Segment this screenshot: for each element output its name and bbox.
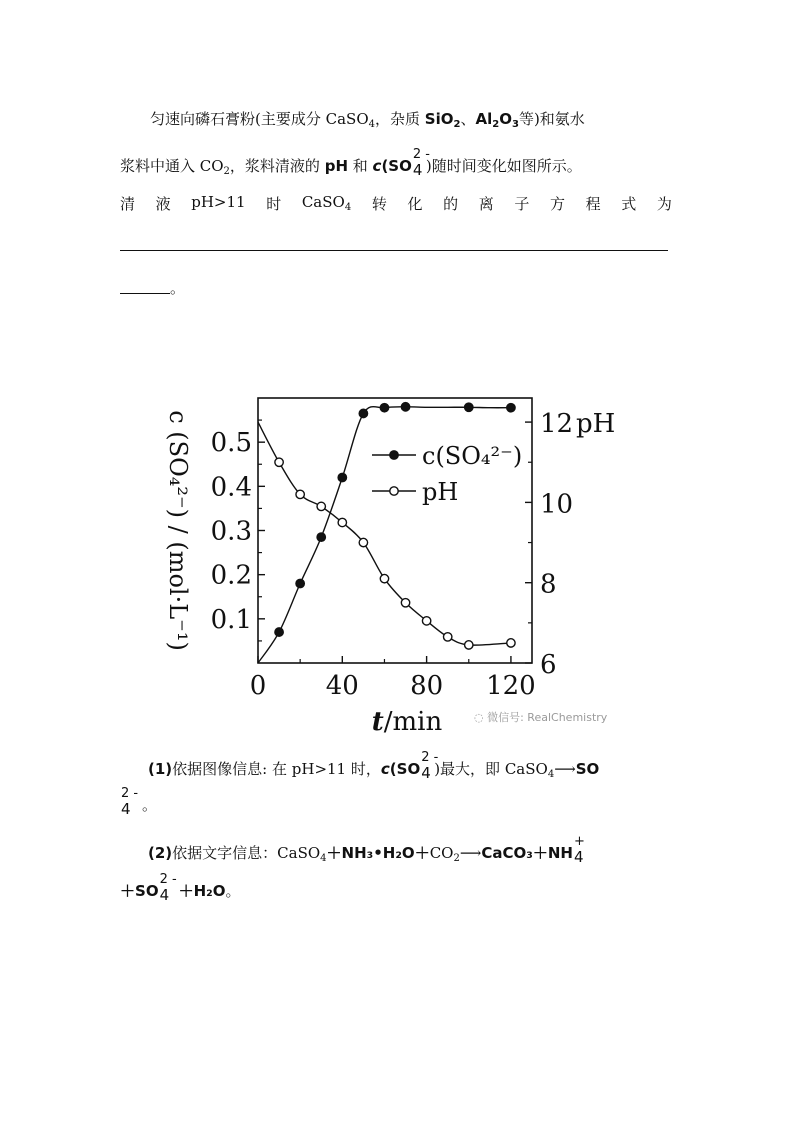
intro-word: 转 <box>371 195 387 213</box>
sulfate-point <box>338 473 346 481</box>
chart <box>150 383 630 743</box>
ph-point <box>465 641 473 649</box>
y-tick-label: 0.3 <box>210 516 252 547</box>
arrow: ⟶ <box>459 844 482 862</box>
plus: ＋ <box>120 882 136 900</box>
sulfate-charge: 2 - 4 <box>121 786 139 818</box>
intro-text: ，杂质 <box>375 110 425 128</box>
watermark <box>474 709 607 725</box>
period: 。 <box>225 882 241 900</box>
sulfate-point <box>380 404 388 412</box>
y2-tick-label: 12 <box>540 409 574 440</box>
ph-point <box>443 633 451 641</box>
intro-word: 子 <box>514 195 530 213</box>
intro-text: 匀速向磷石膏粉(主要成分 CaSO <box>150 110 369 128</box>
conc-var: c <box>372 157 382 175</box>
x-tick-label: 80 <box>410 671 444 701</box>
sulfate-charge: 2 - 4 <box>421 750 439 782</box>
sulfate-charge: 2 - 4 <box>412 147 430 179</box>
formula-al: Al <box>475 110 493 128</box>
intro-text: 和 <box>348 157 373 175</box>
y2-tick-label: 8 <box>540 569 557 600</box>
y-tick-label: 0.2 <box>210 560 252 591</box>
answer-blank-1[interactable] <box>120 250 668 251</box>
sulfate-formula: (SO <box>381 157 412 175</box>
analysis-2-cont <box>120 872 241 904</box>
ph-point <box>359 538 367 546</box>
ammonium-charge: + 4 <box>573 834 585 866</box>
sulfate-formula: (SO <box>389 760 421 778</box>
formula-nh3-h2o: NH₃•H₂O <box>341 844 415 862</box>
sulfate-point <box>317 533 325 541</box>
formula-o: O <box>499 110 512 128</box>
y2-tick-label: 10 <box>540 489 574 520</box>
intro-line-1 <box>150 108 585 129</box>
intro-word: 的 <box>443 195 459 213</box>
subscript: 2 <box>453 119 461 130</box>
arrow: ⟶ <box>554 760 576 778</box>
intro-word: CaSO$_4$ <box>301 193 352 213</box>
intro-text: 等)和氨水 <box>518 110 585 128</box>
formula-caco3: CaCO₃ <box>481 844 533 862</box>
y2-tick-label: 6 <box>540 650 557 680</box>
sulfate-point <box>507 404 515 412</box>
x-axis-var: t <box>371 707 384 737</box>
analysis-text: 依据文字信息：CaSO <box>172 844 321 862</box>
legend-label: c(SO₄²⁻) <box>422 442 523 470</box>
conc-var: c <box>380 760 390 778</box>
sulfate-charge: 2 - 4 <box>159 872 177 904</box>
plus: ＋ <box>326 844 342 862</box>
intro-word: 离 <box>478 195 494 213</box>
legend-marker <box>390 487 398 495</box>
y-tick-label: 0.5 <box>210 428 252 459</box>
x-tick-label: 120 <box>486 671 536 701</box>
subscript: 4 <box>547 769 555 780</box>
y-tick-label: 0.1 <box>210 604 252 635</box>
analysis-1-label: (1) <box>148 760 173 778</box>
sulfate-point <box>465 403 473 411</box>
intro-text: 浆料中通入 CO <box>120 157 224 175</box>
ph-point <box>507 639 515 647</box>
intro-word: 时 <box>266 195 282 213</box>
separator: 、 <box>460 110 476 128</box>
period: 。 <box>142 796 158 814</box>
sulfate-formula: SO <box>135 882 159 900</box>
ph-point <box>317 502 325 510</box>
sulfate-point <box>296 579 304 587</box>
analysis-text: : 在 pH>11 时， <box>262 760 381 778</box>
plus: ＋ <box>414 844 430 862</box>
intro-word: 化 <box>407 195 423 213</box>
subscript: 4 <box>368 119 375 130</box>
plus: ＋ <box>178 882 194 900</box>
y-axis-label: c (SO₄²⁻) / (mol·L⁻¹) <box>164 410 192 651</box>
legend-marker <box>390 451 398 459</box>
watermark-text: 微信号: RealChemistry <box>487 711 608 724</box>
sulfate-point <box>359 409 367 417</box>
formula-sio2: SiO <box>424 110 454 128</box>
intro-word: 清 <box>120 195 136 213</box>
intro-word: 方 <box>549 195 565 213</box>
blank-end: 。 <box>170 279 186 297</box>
analysis-1 <box>148 750 600 782</box>
subscript: 2 <box>453 853 460 864</box>
intro-line-2 <box>120 147 582 179</box>
intro-word: 液 <box>155 195 171 213</box>
y-tick-label: 0.4 <box>210 472 252 503</box>
analysis-2 <box>148 834 587 866</box>
ph-point <box>338 518 346 526</box>
intro-line-3 <box>120 193 672 214</box>
legend-label: pH <box>422 478 459 506</box>
analysis-1-cont <box>120 786 158 818</box>
intro-text: )随时间变化如图所示。 <box>425 157 582 175</box>
plot-frame <box>258 398 532 663</box>
x-axis-label <box>372 707 443 737</box>
subscript: 3 <box>511 119 519 130</box>
sulfate-formula: SO <box>575 760 600 778</box>
intro-text: ，浆料清液的 <box>229 157 325 175</box>
intro-word: pH>11 <box>191 193 246 211</box>
wechat-icon: ◌ <box>474 711 484 724</box>
ph-point <box>275 458 283 466</box>
ph-point <box>380 574 388 582</box>
ph-point <box>422 617 430 625</box>
formula-nh4: NH <box>547 844 573 862</box>
subscript: 4 <box>320 853 327 864</box>
y2-axis-label: pH <box>576 409 616 440</box>
ph-term: pH <box>324 157 348 175</box>
formula-co2: CO <box>429 844 454 862</box>
plus: ＋ <box>532 844 548 862</box>
sulfate-point <box>401 403 409 411</box>
x-tick-label: 0 <box>249 671 267 701</box>
ph-point <box>296 490 304 498</box>
sulfate-point <box>275 628 283 636</box>
intro-word: 为 <box>656 195 672 213</box>
analysis-text: 依据图像信息 <box>172 760 263 778</box>
subscript: 2 <box>492 119 500 130</box>
intro-word: 式 <box>621 195 637 213</box>
formula-h2o: H₂O <box>193 882 226 900</box>
ph-point <box>401 599 409 607</box>
x-axis-unit: /min <box>383 707 443 737</box>
intro-word: 程 <box>585 195 601 213</box>
subscript: 2 <box>223 166 230 177</box>
answer-blank-2[interactable] <box>120 293 170 294</box>
analysis-2-label: (2) <box>148 844 173 862</box>
subscript: 4 <box>344 202 352 213</box>
analysis-text: )最大，即 CaSO <box>434 760 548 778</box>
x-tick-label: 40 <box>325 671 359 701</box>
